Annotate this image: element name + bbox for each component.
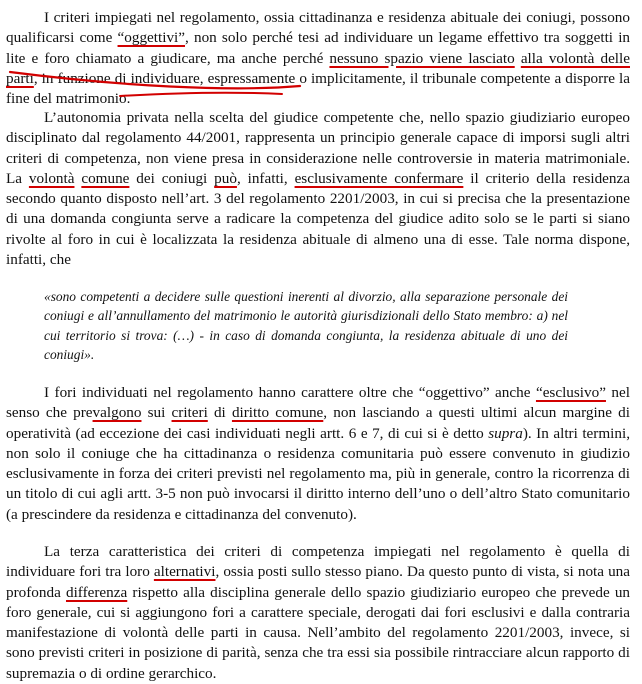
paragraph-exclusive-fora xyxy=(6,383,630,525)
p4-text-i: , non lasciando a questi ultimi alcun margine di operatività (ad eccezione dei casi individuati negli artt. 6 e 7, di cui si è detto xyxy=(6,404,630,442)
p4-text-k: ). In altri termini, non solo il coniuge che ha cittadinanza o residenza comunitaria può essere convenuto in giudizio esclusivamente in forza dei criteri previsti nel regolamento ma, più in generale, contro la ricorrenza di un titolo di cui agli artt. 3-5 non può invocarsi il diritto interno dell’uno o dell’altro Stato comunitario (a prescindere da residenza e cittadinanza del convenuto). xyxy=(6,424,630,523)
underlined-volonta: volontà xyxy=(28,169,75,187)
p5-text-c: , ossia posti sullo stesso piano. Da questo punto di vista, si nota una profonda xyxy=(6,563,630,601)
underlined-differenza: differenza xyxy=(65,583,128,601)
p5-text-e: rispetto alla disciplina generale dello spazio giudiziario europeo che prevede un foro generale, cui si aggiungono fori a carattere speciale, derogati dai fori esclusivi e dalla contraria manifestazione di volontà delle parti in causa. Nell’ambito del regolamento 2201/2003, invece, si sono previsti criteri in posizione di parità, senza che tra essi sia possibile rintracciare alcun rapporto di supremazia o di ordine gerarchico. xyxy=(6,583,631,682)
underlined-oggettivi: “oggettivi” xyxy=(117,29,186,47)
underlined-criteri: criteri xyxy=(171,404,208,422)
p2-text-g: , infatti, xyxy=(236,169,295,187)
paragraph-alternative-fora xyxy=(6,542,630,684)
italic-supra: supra xyxy=(488,424,523,442)
p5-text-a: La terza caratteristica dei criteri di competenza impiegati nel regolamento è quella di individuare fori tra loro xyxy=(6,543,630,581)
underlined-nessuno-spazio: nessuno spazio viene lasciato xyxy=(329,49,515,67)
underlined-alternativi: alternativi xyxy=(153,563,216,581)
p1-text-c: , non solo perché tesi ad individuare un legame effettivo tra soggetti in lite e foro chiamato a giudicare, ma anche perché xyxy=(6,29,631,67)
p2-text-a: L’autonomia privata nella scelta del giudice competente che, nello spazio giudiziario europeo disciplinato dal regolamento 44/2001, rappresenta un principio generale capace di imporsi sugli altri criteri di competenza, non viene presa in considerazione nelle controversie in materia matrimoniale. La xyxy=(6,109,630,187)
block-quote-article-3: «sono competenti a decidere sulle questioni inerenti al divorzio, alla separazione personale dei coniugi e all’annullamento del matrimonio le autorità giurisdizionali dello Stato membro: a) nel cui territorio si trova: (…) - in caso di domanda congiunta, la residenza abituale di uno dei coniugi». xyxy=(44,289,568,362)
underlined-esclusivamente-confermare: esclusivamente confermare xyxy=(294,169,464,187)
p4-text-c: nel senso che pre xyxy=(6,384,630,422)
underlined-comune: comune xyxy=(81,169,130,187)
p4-text-e: sui xyxy=(141,404,172,422)
p4-text-a: I fori individuati nel regolamento hanno carattere oltre che “oggettivo” anche xyxy=(44,384,536,401)
underlined-volonta-parti: alla volontà delle parti xyxy=(6,49,630,87)
paragraph-private-autonomy xyxy=(6,108,630,270)
p1-text-g: , in funzione di individuare, espressamente o implicitamente, il tribunale competente a disporre la fine del matrimonio. xyxy=(6,69,630,108)
underlined-diritto-comune: diritto comune xyxy=(231,404,324,422)
p1-text-a: I criteri impiegati nel regolamento, ossia cittadinanza e residenza abituale dei coniugi, possono qualificarsi come xyxy=(6,9,630,47)
underlined-esclusivo: “esclusivo” xyxy=(535,384,606,401)
underlined-valgono: valgono xyxy=(92,404,142,422)
paragraph-objective-criteria xyxy=(6,8,630,109)
p4-text-g: di xyxy=(207,404,232,422)
p2-text-i: il criterio della residenza secondo quanto disposto nell’art. 3 del regolamento 2201/2003, in cui si precisa che la presentazione di una domanda congiunta serve a radicare la competenza del giudice adito solo se le parti si siano rivolte al foro in cui è localizzata la residenza abituale di almeno una di esse. Tale norma dispone, infatti, che xyxy=(6,169,630,269)
underlined-puo: può xyxy=(214,169,237,187)
p2-text-e: dei coniugi xyxy=(129,169,215,187)
